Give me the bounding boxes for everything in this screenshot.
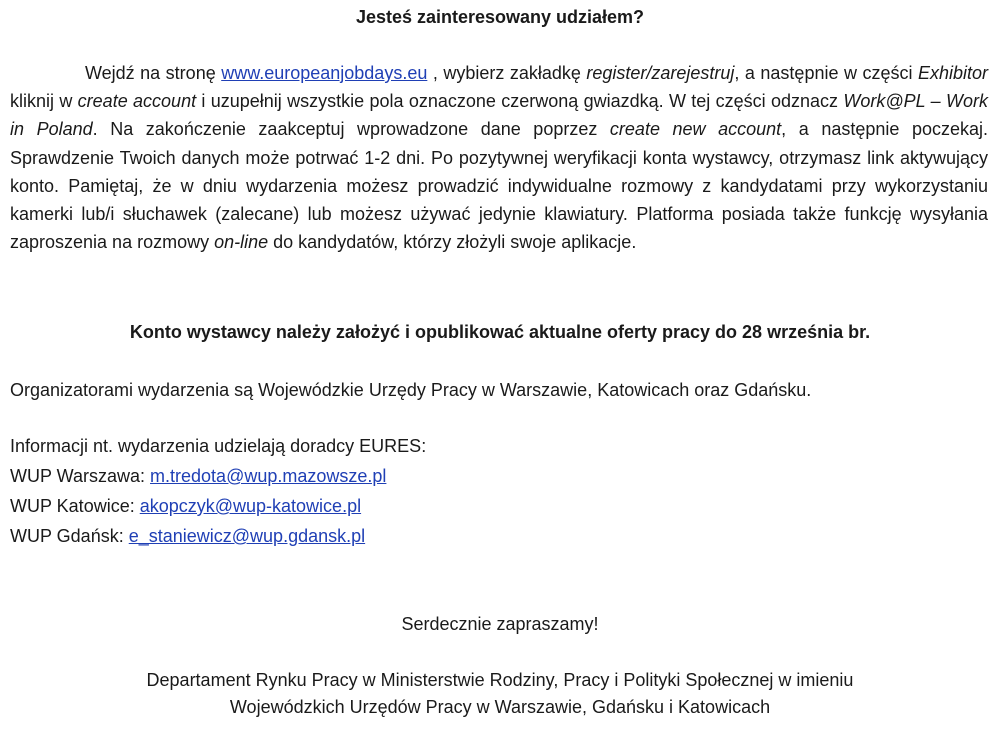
intro-text-1: Wejdź na stronę (85, 63, 222, 83)
intro-text-8: do kandydatów, którzy złożyli swoje aplikacje. (268, 232, 637, 253)
intro-emphasis-register: register/zarejestruj (586, 63, 735, 83)
intro-text-3: , a następnie w części (734, 63, 918, 83)
contacts-section (10, 431, 710, 551)
intro-emphasis-create-account: create account (77, 91, 197, 112)
intro-emphasis-create-new-account: create new account (609, 119, 782, 140)
contacts-intro: Informacji nt. wydarzenia udzielają doradcy EURES: (10, 436, 427, 456)
email-link-katowice[interactable]: akopczyk@wup-katowice.pl (139, 496, 362, 516)
intro-text-7: , a następnie poczekaj. Sprawdzenie Twoich danych może potrwać 1-2 dni. Po pozytywnej weryfikacji konta wystawcy, otrzymasz link aktywujący konto. Pamiętaj, że w dniu wydarzenia możesz prowadzić indywidualne rozmowy z kandydatami przy wykorzystaniu kamerki lub/i słuchawek (zalecane) lub możesz używać jedynie klawiatury. Platforma posiada także funkcję wysyłania zaproszenia na rozmowy (10, 119, 989, 253)
intro-text-2: , wybierz zakładkę (427, 63, 587, 83)
contact-label: WUP Katowice: (10, 496, 140, 516)
signature-line-1: Departament Rynku Pracy w Ministerstwie Rodziny, Pracy i Polityki Społecznej w imieniu (146, 670, 854, 690)
instructions-paragraph (10, 59, 988, 256)
contact-row-katowice (10, 491, 710, 521)
signature-block (0, 667, 1000, 721)
page-title: Jesteś zainteresowany udziałem? (355, 7, 645, 27)
europeanjobdays-link[interactable]: www.europeanjobdays.eu (221, 63, 428, 83)
contact-label: WUP Warszawa: (10, 466, 151, 486)
intro-text-5: i uzupełnij wszystkie pola oznaczone czerwoną gwiazdką. W tej części odznacz (196, 91, 844, 112)
email-link-gdansk[interactable]: e_staniewicz@wup.gdansk.pl (128, 526, 366, 546)
intro-text-4: kliknij w (10, 91, 78, 112)
intro-emphasis-online: on-line (214, 232, 269, 253)
signature-line-2: Wojewódzkich Urzędów Pracy w Warszawie, Gdańsku i Katowicach (229, 697, 771, 717)
deadline-notice: Konto wystawcy należy założyć i opublikować aktualne oferty pracy do 28 września br. (129, 322, 871, 342)
contact-row-gdansk (10, 521, 710, 551)
invitation-text: Serdecznie zapraszamy! (401, 614, 599, 634)
contact-label: WUP Gdańsk: (10, 526, 129, 546)
intro-text-6: . Na zakończenie zaakceptuj wprowadzone dane poprzez (92, 119, 610, 140)
intro-emphasis-workpl: Work@PL – Work in Poland (10, 91, 988, 140)
intro-emphasis-exhibitor: Exhibitor (917, 63, 988, 83)
contact-row-warszawa (10, 461, 710, 491)
organizers-text: Organizatorami wydarzenia są Wojewódzkie Urzędy Pracy w Warszawie, Katowicach oraz Gdańsku. (10, 380, 812, 400)
email-link-warszawa[interactable]: m.tredota@wup.mazowsze.pl (150, 466, 387, 486)
